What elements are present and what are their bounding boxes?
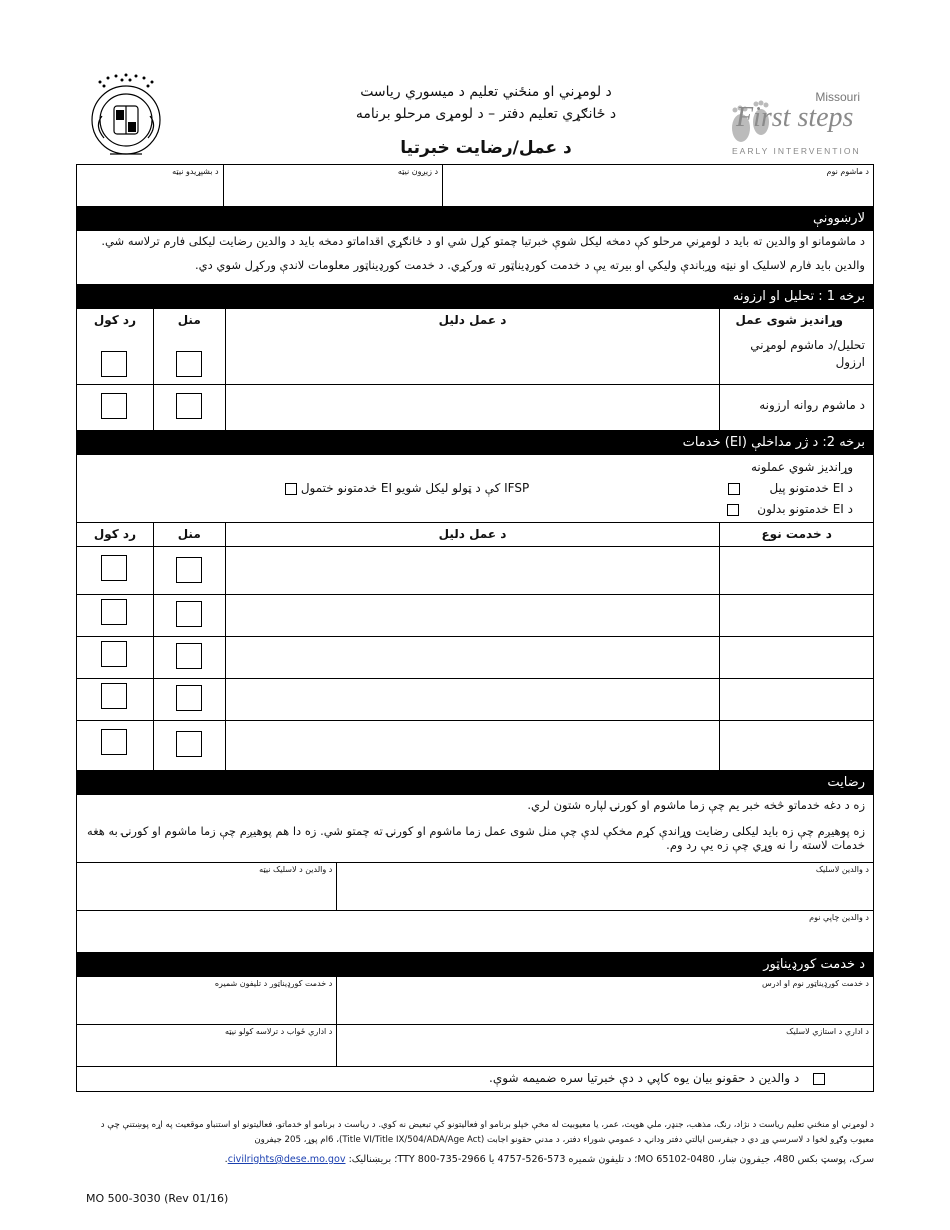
instructions-text xyxy=(77,231,873,285)
accept-checkbox[interactable] xyxy=(176,393,202,419)
page-title: د عمل/رضایت خبرتیا xyxy=(400,138,572,158)
decline-checkbox[interactable] xyxy=(101,641,127,667)
service-reason-cell[interactable] xyxy=(225,679,720,720)
change-services-checkbox[interactable] xyxy=(727,504,739,516)
completion-date-label: د بشپړیدو نیټه xyxy=(172,167,219,176)
consent-text xyxy=(77,795,873,863)
admin-signature-label: د اداري د استازي لاسلیک xyxy=(786,1027,869,1036)
nondiscrimination-footer xyxy=(76,1118,874,1167)
end-services-checkbox[interactable] xyxy=(285,483,297,495)
first-steps-logo xyxy=(726,88,866,162)
parent-signature-field[interactable] xyxy=(336,863,873,910)
email-link[interactable]: civilrights@dese.mo.gov xyxy=(227,1154,346,1165)
instructions-paragraph-1: د ماشومانو او والدین ته باید د لومړني مرحلو کې دمخه لیکل شوې خبرتیا چمتو کړل شي او د ځانګړي اقداماتو دمخه باید د والدین رضایت لیکلی فارم ترلاسه شي. xyxy=(101,234,865,248)
part2-decline-header: رد کول xyxy=(93,527,136,541)
service-type-cell[interactable] xyxy=(719,547,873,594)
admin-row xyxy=(77,1025,873,1067)
decline-checkbox[interactable] xyxy=(101,393,127,419)
accept-checkbox[interactable] xyxy=(176,557,202,583)
part2-bar: برخه 2: د ژر مداخلې (EI) خدمات xyxy=(77,431,873,455)
accept-checkbox[interactable] xyxy=(176,643,202,669)
service-type-header: د خدمت نوع xyxy=(761,527,832,541)
service-row xyxy=(77,721,873,771)
service-row xyxy=(77,547,873,595)
rights-statement-row xyxy=(77,1067,873,1091)
rights-attached-checkbox[interactable] xyxy=(813,1073,825,1085)
decline-checkbox[interactable] xyxy=(101,351,127,377)
part2-accept-header: منل xyxy=(177,527,201,541)
parent-name-field[interactable] xyxy=(77,911,873,953)
admin-signature-field[interactable] xyxy=(336,1025,873,1066)
part1-reason-cell[interactable] xyxy=(225,385,720,430)
parent-name-label: د والدین چاپي نوم xyxy=(809,913,869,922)
part1-accept-header: منل xyxy=(177,313,201,327)
decline-checkbox[interactable] xyxy=(101,729,127,755)
service-type-cell[interactable] xyxy=(719,721,873,770)
service-type-cell[interactable] xyxy=(719,679,873,720)
option-change-label: د EI خدمتونو بدلون xyxy=(757,502,853,516)
part2-reason-header: د عمل دلیل xyxy=(438,527,507,541)
missouri-state-seal-icon xyxy=(80,70,172,162)
part1-row-1 xyxy=(77,309,873,385)
signature-date-field[interactable] xyxy=(77,863,336,910)
child-name-label: د ماشوم نوم xyxy=(826,167,869,176)
footer-line-2: معیوب وګړو لخوا د لاسرسي وړ دي د جیفرسن ایالتي دفتر ودانۍ، د عمومي شوراء دفتر، د مدني حقونو اجابت (Title VI/Title IX/504/ADA/Age Act)، 6ام پوړ، 205 جیفرون xyxy=(254,1135,874,1145)
option-end-label: IFSP کې د ټولو لیکل شویو EI خدمتونو ختمول xyxy=(300,481,530,495)
consent-signature-row xyxy=(77,863,873,911)
notice-form xyxy=(76,164,874,1092)
service-reason-cell[interactable] xyxy=(225,595,720,636)
service-type-cell[interactable] xyxy=(719,595,873,636)
part1-reason-header: د عمل دلیل xyxy=(438,313,507,327)
option-change-services[interactable] xyxy=(719,497,861,522)
form-number: MO 500-3030 (Rev 01/16) xyxy=(86,1192,229,1205)
accept-checkbox[interactable] xyxy=(176,685,202,711)
header-line-1: د لومړني او منځني تعلیم د میسوري ریاست xyxy=(360,84,612,100)
coordinator-phone-field[interactable] xyxy=(77,977,336,1024)
coordinator-info-row xyxy=(77,977,873,1025)
coordinator-name-address-field[interactable] xyxy=(336,977,873,1024)
service-type-cell[interactable] xyxy=(719,637,873,678)
option-end-services[interactable] xyxy=(277,476,537,501)
admin-date-field[interactable] xyxy=(77,1025,336,1066)
footer-line-3: سرک، پوسټ بکس 480، جیفرون ښار، MO 65102-0480؛ د تلیفون شمیره 573-526-4757 یا TTY 800-735-2966؛ بریښنالیک: civilrights@dese.mo.gov. xyxy=(224,1154,874,1165)
consent-paragraph-1: زه د دغه خدماتو څخه خبر یم چې زما ماشوم او کورنۍ لپاره شتون لري. xyxy=(527,798,865,812)
service-reason-cell[interactable] xyxy=(225,637,720,678)
part1-action-header: وړاندیز شوی عمل xyxy=(735,313,843,327)
completion-date-field[interactable] xyxy=(77,165,223,206)
accept-checkbox[interactable] xyxy=(176,731,202,757)
start-services-checkbox[interactable] xyxy=(728,483,740,495)
consent-bar: رضایت xyxy=(77,771,873,795)
part1-action-text: تحلیل/د ماشوم لومړني ارزول xyxy=(750,338,865,369)
part1-decline-header: رد کول xyxy=(93,313,136,327)
logo-missouri: Missouri xyxy=(815,90,860,104)
footer-address: سرک، پوسټ بکس 480، جیفرون ښار، MO 65102-0480؛ د تلیفون شمیره 573-526-4757 یا TTY 800-735-2966؛ بریښنالیک: xyxy=(348,1154,874,1165)
footer-line-1: د لومړني او منځني تعلیم ریاست د نژاد، رنګ، مذهب، جنډر، ملي هویت، عمر، یا معیوبیت له مخې خپلو برنامو او فعالیتونو کې تبعیض نه کوي. د ریاست د برنامو او خدماتو، فعالیتونو او استنباو موقعیت په اړه پوښتنې چې د xyxy=(100,1120,874,1130)
child-info-row xyxy=(77,165,873,207)
part1-row-2 xyxy=(77,385,873,431)
part2-header-row xyxy=(77,523,873,547)
header-line-2: د ځانګړي تعلیم دفتر – د لومړی مرحلو برنامه xyxy=(355,106,617,122)
dob-label: د زیږون نیټه xyxy=(397,167,439,176)
decline-checkbox[interactable] xyxy=(101,683,127,709)
rights-statement-text: د والدین د حقونو بیان یوه کاپي د دې خبرتیا سره ضمیمه شوې. xyxy=(489,1071,800,1085)
service-reason-cell[interactable] xyxy=(225,721,720,770)
part2-options xyxy=(77,455,873,523)
coordinator-name-address-label: د خدمت کورډیناټور نوم او ادرس xyxy=(761,979,869,988)
decline-checkbox[interactable] xyxy=(101,555,127,581)
dob-field[interactable] xyxy=(223,165,442,206)
decline-checkbox[interactable] xyxy=(101,599,127,625)
instructions-bar: لارښوونې xyxy=(77,207,873,231)
accept-checkbox[interactable] xyxy=(176,601,202,627)
accept-checkbox[interactable] xyxy=(176,351,202,377)
logo-early-intervention: EARLY INTERVENTION xyxy=(732,146,861,156)
child-name-field[interactable] xyxy=(442,165,873,206)
service-row xyxy=(77,595,873,637)
part1-reason-cell[interactable] xyxy=(225,309,720,384)
consent-paragraph-2: زه پوهیږم چې زه باید لیکلی رضایت وړاندې کړم مخکې لدې چې منل شوی عمل زما ماشوم او کورنۍ ته چمتو شي. زه دا هم پوهیږم چې زما ماشوم او کورنۍ به هغه خدمات لاسته را نه وړي چې زه یې رد وم. xyxy=(87,824,865,852)
service-reason-cell[interactable] xyxy=(225,547,720,594)
part1-bar: برخه 1 : تحلیل او ارزونه xyxy=(77,285,873,309)
option-start-label: د EI خدمتونو پیل xyxy=(769,481,853,495)
proposed-actions-label: وړاندیز شوي عملونه xyxy=(750,460,853,474)
parent-signature-label: د والدین لاسلیک xyxy=(815,865,869,874)
part1-action-text: د ماشوم روانه ارزونه xyxy=(759,398,865,412)
signature-date-label: د والدین د لاسلیک نیټه xyxy=(259,865,333,874)
admin-date-label: د اداري ځواب د ترلاسه کولو نیټه xyxy=(224,1027,333,1036)
service-row xyxy=(77,637,873,679)
instructions-paragraph-2: والدین باید فارم لاسلیک او نیټه وړباندې ولیکي او بیرته یې د خدمت کورډیناټور ته ورکړي. د خدمت کورډیناټور معلومات لاندې ورکړل شوي دي. xyxy=(194,258,865,272)
service-row xyxy=(77,679,873,721)
coordinator-phone-label: د خدمت کورډیناټور د تلیفون شمیره xyxy=(214,979,333,988)
rights-statement[interactable] xyxy=(77,1067,825,1087)
coordinator-bar: د خدمت کورډیناټور xyxy=(77,953,873,977)
form-header xyxy=(76,66,874,164)
logo-first-steps: First steps xyxy=(736,102,854,133)
